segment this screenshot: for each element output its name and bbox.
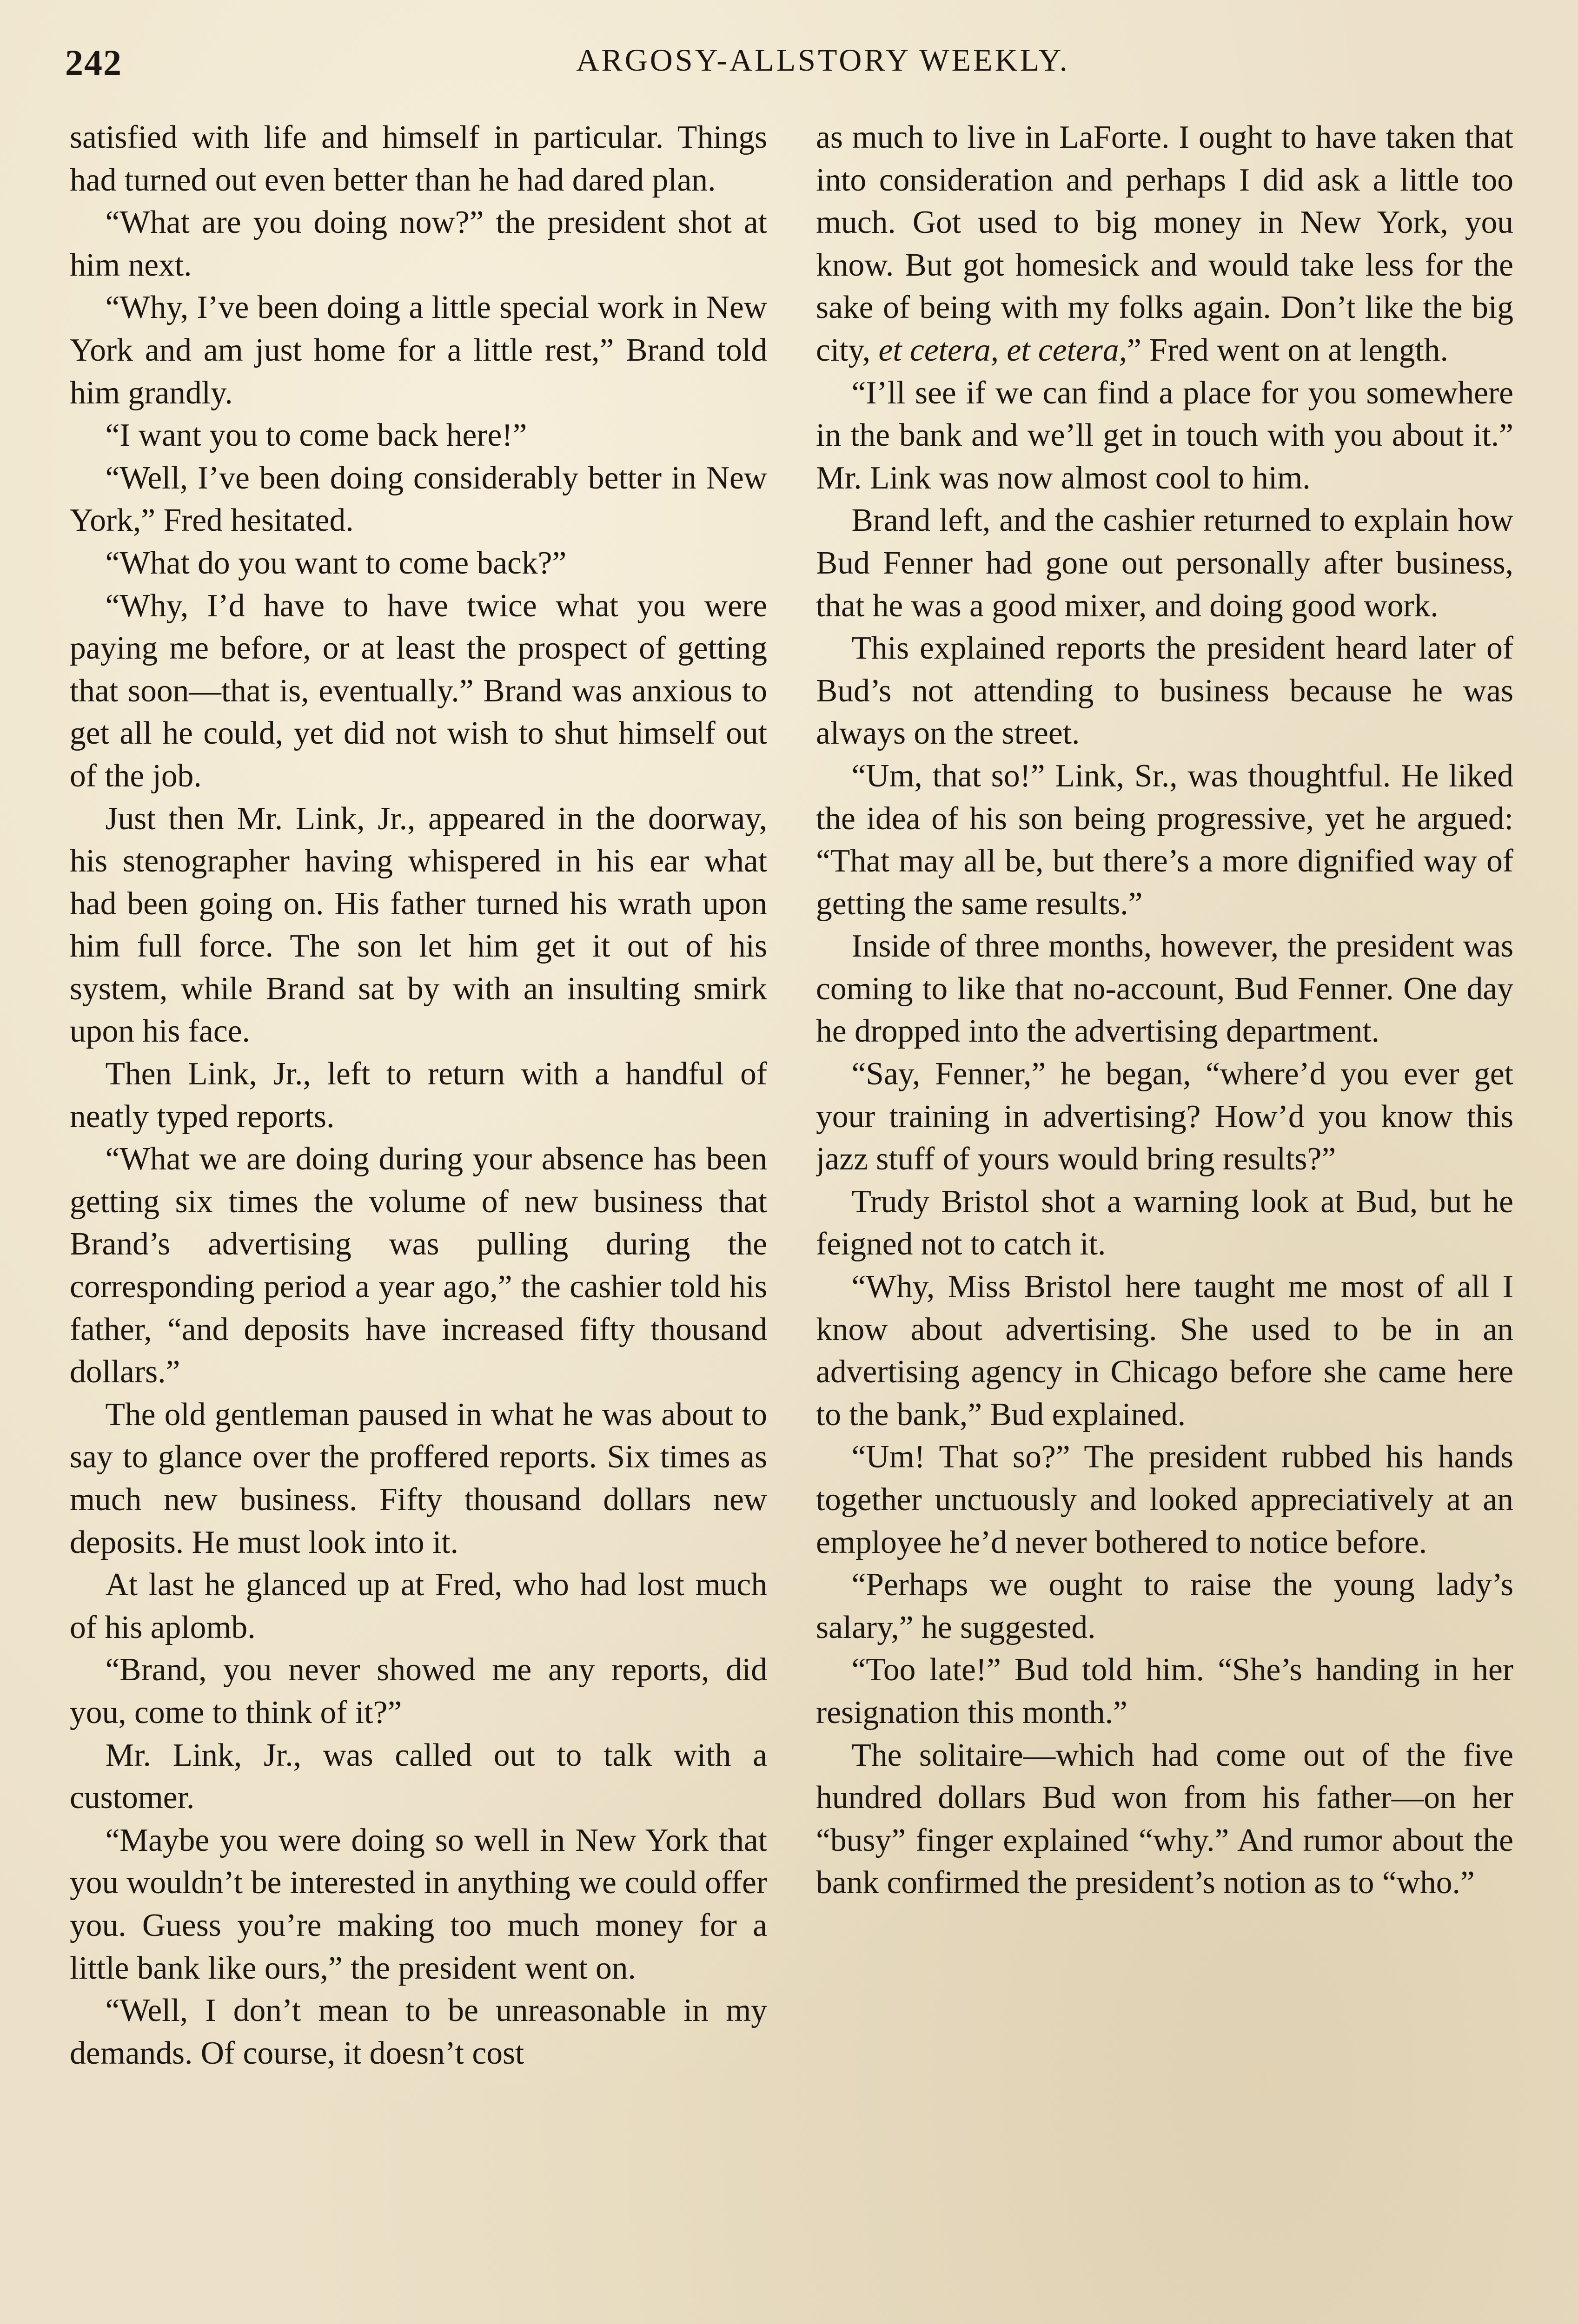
text-run: as much to live in LaForte. I ought to have taken that into consideration and perhaps I did ask a little too much. Got used to big money in New York, you know. But got homesick and would take less for the sake of being with my folks again. Don’t like the big city, xyxy=(816,119,1513,368)
paragraph: Brand left, and the cashier returned to explain how Bud Fenner had gone out personally after business, that he was a good mixer, and doing good work. xyxy=(816,502,1513,624)
paragraph: Mr. Link, Jr., was called out to talk with a customer. xyxy=(70,1737,767,1816)
paragraph: “Say, Fenner,” he began, “where’d you ever get your training in advertising? How’d you know this jazz stuff of yours would bring results?” xyxy=(816,1056,1513,1177)
paragraph: “Maybe you were doing so well in New York that you wouldn’t be interested in anything we could offer you. Guess you’re making too much money for a little bank like ours,” the president went on. xyxy=(70,1822,767,1986)
paragraph: At last he glanced up at Fred, who had lost much of his aplomb. xyxy=(70,1567,767,1645)
paragraph: Inside of three months, however, the president was coming to like that no-account, Bud Fenner. One day he dropped into the advertising department. xyxy=(816,928,1513,1050)
paragraph: The old gentleman paused in what he was about to say to glance over the proffered reports. Six times as much new business. Fifty thousand dollars new deposits. He must look into it. xyxy=(70,1396,767,1560)
paragraph: “Brand, you never showed me any reports, did you, come to think of it?” xyxy=(70,1652,767,1730)
page-header xyxy=(65,42,1544,93)
paragraph: This explained reports the president heard later of Bud’s not attending to business because he was always on the street. xyxy=(816,630,1513,752)
paragraph: “Well, I don’t mean to be unreasonable in my demands. Of course, it doesn’t cost xyxy=(70,1993,767,2071)
paragraph: “Why, I’d have to have twice what you were paying me before, or at least the prospect of getting that soon—that is, eventually.” Brand was anxious to get all he could, yet did not wish to shut himself out of the job. xyxy=(70,588,767,794)
paragraph: “What we are doing during your absence has been getting six times the volume of new business that Brand’s advertising was pulling during the corresponding period a year ago,” the cashier told his father, “and deposits have increased fifty thousand dollars.” xyxy=(70,1141,767,1390)
paragraph: satisfied with life and himself in particular. Things had turned out even better than he had dared plan. xyxy=(70,119,767,198)
right-column xyxy=(816,116,1513,2301)
paragraph: “I want you to come back here!” xyxy=(105,417,527,454)
paragraph: Then Link, Jr., left to return with a handful of neatly typed reports. xyxy=(70,1056,767,1135)
paragraph: The solitaire—which had come out of the five hundred dollars Bud won from his father—on her “busy” finger explained “why.” And rumor about the bank confirmed the president’s notion as to “who.” xyxy=(816,1737,1513,1901)
paragraph: Just then Mr. Link, Jr., appeared in the doorway, his stenographer having whispered in his ear what had been going on. His father turned his wrath upon him full force. The son let him get it out of his system, while Brand sat by with an insulting smirk upon his face. xyxy=(70,800,767,1050)
page-number: 242 xyxy=(65,42,122,83)
left-column xyxy=(70,116,767,2301)
paragraph: “What do you want to come back?” xyxy=(105,545,567,581)
paragraph: “Um! That so?” The president rubbed his hands together unctuously and looked appreciatively at an employee he’d never bothered to notice before. xyxy=(816,1439,1513,1560)
paragraph: “Too late!” Bud told him. “She’s handing in her resignation this month.” xyxy=(816,1652,1513,1730)
paragraph: “Um, that so!” Link, Sr., was thoughtful. He liked the idea of his son being progressive, yet he argued: “That may all be, but there’s a more dignified way of getting the same results.” xyxy=(816,758,1513,922)
paragraph: “What are you doing now?” the president shot at him next. xyxy=(70,205,767,283)
paragraph: “Perhaps we ought to raise the young lady’s salary,” he suggested. xyxy=(816,1567,1513,1645)
paragraph: “Well, I’ve been doing considerably better in New York,” Fred hesitated. xyxy=(70,460,767,539)
italic-phrase: et cetera, et cetera, xyxy=(878,332,1127,368)
paragraph: Trudy Bristol shot a warning look at Bud, but he feigned not to catch it. xyxy=(816,1183,1513,1262)
paragraph xyxy=(816,116,1513,372)
paragraph: “Why, I’ve been doing a little special work in New York and am just home for a little rest,” Brand told him grandly. xyxy=(70,290,767,411)
paragraph: “Why, Miss Bristol here taught me most of all I know about advertising. She used to be in an advertising agency in Chicago before she came here to the bank,” Bud explained. xyxy=(816,1269,1513,1433)
running-title: ARGOSY-ALLSTORY WEEKLY. xyxy=(576,42,1070,78)
paragraph: “I’ll see if we can find a place for you somewhere in the bank and we’ll get in touch with you about it.” Mr. Link was now almost cool to him. xyxy=(816,375,1513,496)
text-run: ” Fred went on at length. xyxy=(1127,332,1448,368)
